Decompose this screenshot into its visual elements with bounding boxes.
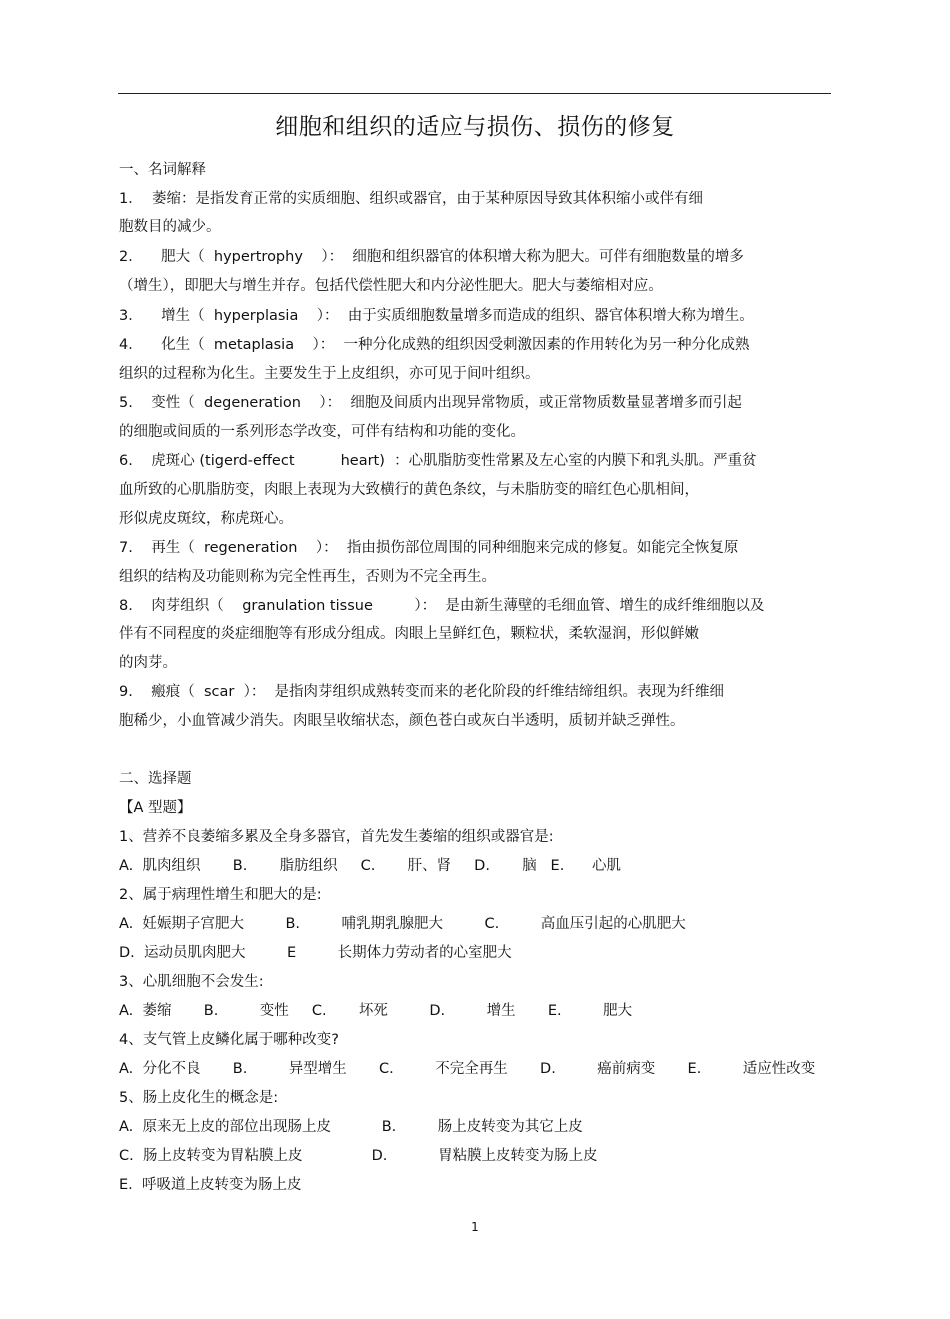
text-line: 3． 增生（ hyperplasia ）： 由于实质细胞数量增多而造成的组织、器官体积增大称为增生。 [119, 308, 754, 324]
text-line: C. 肠上皮转变为胃粘膜上皮 D. 胃粘膜上皮转变为肠上皮 [119, 1148, 598, 1164]
text-line: 5、肠上皮化生的概念是: [119, 1090, 279, 1106]
text-line: A. 分化不良 B. 异型增生 C. 不完全再生 D. 癌前病变 E. 适应性改变 [119, 1061, 816, 1077]
text-line: 的肉芽。 [119, 655, 177, 671]
text-line: 1、营养不良萎缩多累及全身多器官，首先发生萎缩的组织或器官是: [119, 829, 554, 845]
text-line: 1． 萎缩：是指发育正常的实质细胞、组织或器官，由于某种原因导致其体积缩小或伴有细 [119, 191, 703, 207]
text-line: 3、心肌细胞不会发生: [119, 974, 264, 990]
text-line: 组织的结构及功能则称为完全性再生，否则为不完全再生。 [119, 569, 496, 585]
text-line: 4． 化生（ metaplasia ）： 一种分化成熟的组织因受刺激因素的作用转化为另一种分化成熟 [119, 337, 750, 353]
text-line: 一、名词解释 [119, 162, 206, 178]
text-line: 7. 再生（ regeneration ）： 指由损伤部位周围的同种细胞来完成的修复。如能完全恢复原 [119, 540, 739, 556]
text-line: 血所致的心肌脂肪变，肉眼上表现为大致横行的黄色条纹，与未脂肪变的暗红色心肌相间， [119, 482, 699, 498]
text-line: （增生），即肥大与增生并存。包括代偿性肥大和内分泌性肥大。肥大与萎缩相对应。 [119, 278, 663, 294]
text-line: A. 萎缩 B. 变性 C. 坏死 D. 增生 E. 肥大 [119, 1003, 633, 1019]
text-line: 2、属于病理性增生和肥大的是: [119, 887, 322, 903]
text-line: 伴有不同程度的炎症细胞等有形成分组成。肉眼上呈鲜红色，颗粒状，柔软湿润，形似鲜嫩 [119, 626, 699, 642]
text-line: 胞数目的减少。 [119, 219, 221, 235]
text-line: E. 呼吸道上皮转变为肠上皮 [119, 1177, 302, 1193]
page-number: 1 [471, 1220, 479, 1234]
text-line: 组织的过程称为化生。主要发生于上皮组织，亦可见于间叶组织。 [119, 366, 540, 382]
header-rule [118, 93, 831, 94]
text-line: 8. 肉芽组织（ granulation tissue ）： 是由新生薄壁的毛细血管、增生的成纤维细胞以及 [119, 598, 765, 614]
document-title: 细胞和组织的适应与损伤、损伤的修复 [275, 114, 675, 140]
text-line: 4、支气管上皮鳞化属于哪种改变? [119, 1032, 339, 1048]
text-line: 胞稀少，小血管减少消失。肉眼呈收缩状态，颜色苍白或灰白半透明，质韧并缺乏弹性。 [119, 713, 685, 729]
text-line: 二、选择题 [119, 771, 192, 787]
text-line: A. 原来无上皮的部位出现肠上皮 B. 肠上皮转变为其它上皮 [119, 1119, 583, 1135]
text-line: 6. 虎斑心 (tigerd-effect heart) ：心肌脂肪变性常累及左心室的内膜下和乳头肌。严重贫 [119, 453, 757, 469]
text-line: 5. 变性（ degeneration ）： 细胞及间质内出现异常物质，或正常物质数量显著增多而引起 [119, 395, 742, 411]
text-line: 【A 型题】 [119, 800, 192, 816]
text-line: A. 肌肉组织 B. 脂肪组织 C. 肝、肾 D. 脑 E. 心肌 [119, 858, 621, 874]
text-line: 2． 肥大（ hypertrophy ）： 细胞和组织器官的体积增大称为肥大。可伴有细胞数量的增多 [119, 249, 744, 265]
text-line: 的细胞或间质的一系列形态学改变，可伴有结构和功能的变化。 [119, 424, 525, 440]
text-line: A. 妊娠期子宫肥大 B. 哺乳期乳腺肥大 C. 高血压引起的心肌肥大 [119, 916, 686, 932]
text-line: 形似虎皮斑纹，称虎斑心。 [119, 511, 293, 527]
text-line: D. 运动员肌肉肥大 E 长期体力劳动者的心室肥大 [119, 945, 512, 961]
text-line: 9. 瘢痕（ scar ）： 是指肉芽组织成熟转变而来的老化阶段的纤维结缔组织。表现为纤维细 [119, 684, 725, 700]
